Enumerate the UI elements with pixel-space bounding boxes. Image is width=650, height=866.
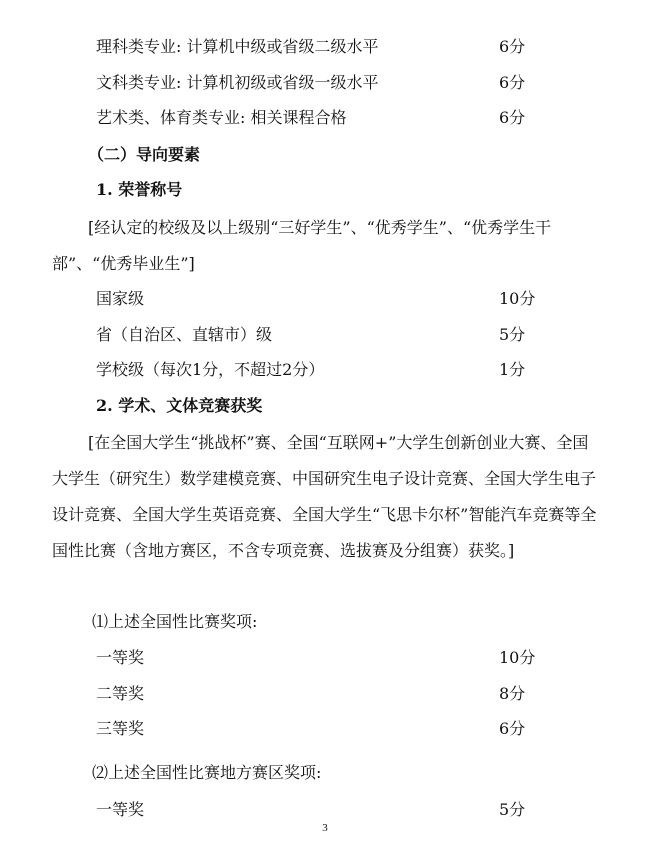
score-row — [0, 100, 650, 136]
score-row — [0, 65, 650, 101]
row-score: 6分 — [499, 719, 526, 738]
row-score: 6分 — [499, 73, 526, 92]
score-row — [0, 281, 650, 317]
row-label: 省（自治区、直辖市）级 — [96, 325, 273, 344]
row-label: 艺术类、体育类专业: 相关课程合格 — [96, 108, 347, 127]
item-heading-text: ⑵上述全国性比赛地方赛区奖项: — [92, 763, 322, 782]
row-label: 一等奖 — [96, 648, 145, 667]
section-heading — [0, 137, 650, 173]
subsection-heading-honors — [0, 172, 650, 208]
page-number: 3 — [322, 822, 328, 834]
competitions-note: [在全国大学生“挑战杯”赛、全国“互联网+”大学生创新创业大赛、全国大学生（研究生）数学建模竞赛、中国研究生电子设计竞赛、全国大学生电子设计竞赛、全国大学生英语竞赛、全国大学生“飞思卡尔杯”智能汽车竞赛等全国性比赛（含地方赛区，不含专项竞赛、选拔赛及分组赛）获奖。] — [52, 433, 597, 560]
score-row — [0, 676, 650, 712]
score-row — [0, 640, 650, 676]
row-label: 三等奖 — [96, 719, 145, 738]
row-score: 5分 — [499, 325, 526, 344]
row-score: 5分 — [499, 800, 526, 819]
score-row — [0, 317, 650, 353]
item-heading-text: ⑴上述全国性比赛奖项: — [92, 612, 258, 631]
subsection-heading-text: 2. 学术、文体竞赛获奖 — [96, 396, 263, 415]
honors-note: [经认定的校级及以上级别“三好学生”、“优秀学生”、“优秀学生干部”、“优秀毕业生”] — [52, 218, 552, 273]
row-label: 一等奖 — [96, 800, 145, 819]
row-label: 理科类专业: 计算机中级或省级二级水平 — [96, 37, 379, 56]
subsection-heading-text: 1. 荣誉称号 — [96, 180, 183, 199]
row-label: 学校级（每次1分，不超过2分） — [96, 360, 325, 379]
row-score: 10分 — [499, 289, 536, 308]
section-heading-text: （二）导向要素 — [88, 145, 201, 164]
item-heading — [0, 755, 650, 791]
row-label: 二等奖 — [96, 684, 145, 703]
row-score: 10分 — [499, 648, 536, 667]
row-score: 1分 — [499, 360, 526, 379]
subsection-heading-competitions — [0, 388, 650, 424]
score-row — [0, 711, 650, 747]
row-score: 8分 — [499, 684, 526, 703]
score-row — [0, 29, 650, 65]
item-heading — [0, 604, 650, 640]
row-score: 6分 — [499, 37, 526, 56]
score-row — [0, 352, 650, 388]
row-label: 国家级 — [96, 289, 145, 308]
row-score: 6分 — [499, 108, 526, 127]
row-label: 文科类专业: 计算机初级或省级一级水平 — [96, 73, 379, 92]
